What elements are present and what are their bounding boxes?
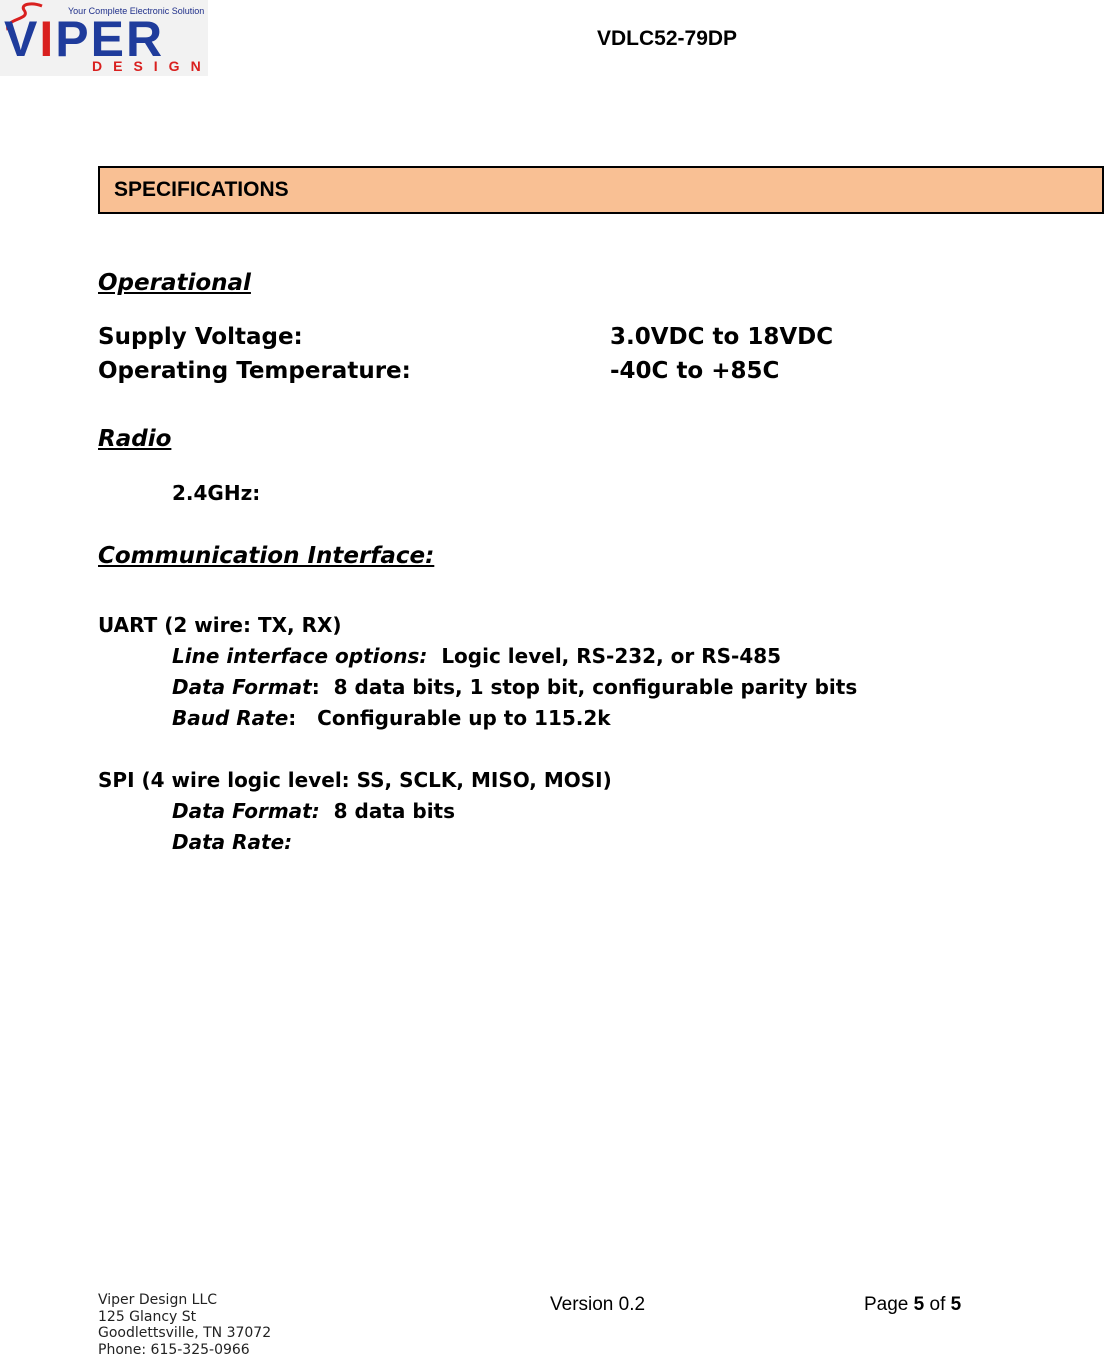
- spi-data-format-label: Data Format:: [172, 799, 320, 823]
- footer-address: [98, 1292, 271, 1358]
- page-of: of: [924, 1294, 951, 1315]
- page-total: 5: [950, 1294, 962, 1315]
- company-logo: [0, 0, 212, 76]
- uart-data-format-label: Data Format: [172, 675, 312, 699]
- uart-title: UART (2 wire: TX, RX): [98, 613, 342, 637]
- uart-baud-rate-value: : Configurable up to 115.2k: [288, 706, 611, 730]
- spi-data-rate-label: Data Rate:: [172, 830, 293, 854]
- operational-heading: Operational: [98, 270, 251, 296]
- footer-street: 125 Glancy St: [98, 1308, 197, 1325]
- spi-title: SPI (4 wire logic level: SS, SCLK, MISO, MOSI): [98, 768, 612, 792]
- footer-phone: Phone: 615-325-0966: [98, 1341, 250, 1358]
- comm-interface-heading: Communication Interface:: [98, 543, 435, 569]
- uart-line-interface-label: Line interface options:: [172, 644, 428, 668]
- supply-voltage-value: 3.0VDC to 18VDC: [610, 324, 834, 350]
- logo-wordmark: VIPER: [4, 11, 165, 67]
- footer-company: Viper Design LLC: [98, 1292, 218, 1308]
- uart-baud-rate-label: Baud Rate: [172, 706, 289, 730]
- radio-heading: Radio: [98, 426, 172, 452]
- section-title: SPECIFICATIONS: [114, 178, 289, 201]
- footer-page-number: [864, 1294, 961, 1316]
- operating-temperature-value: -40C to +85C: [610, 358, 780, 384]
- page-current: 5: [913, 1294, 925, 1315]
- operating-temperature-label: Operating Temperature:: [98, 358, 411, 384]
- page-prefix: Page: [864, 1294, 914, 1315]
- document-id: VDLC52-79DP: [597, 27, 738, 50]
- footer-city: Goodlettsville, TN 37072: [98, 1325, 272, 1341]
- uart-line-interface: [172, 644, 781, 668]
- footer-version: Version 0.2: [550, 1294, 646, 1315]
- uart-baud-rate: [172, 706, 611, 730]
- logo-subtext: DESIGN: [92, 58, 212, 74]
- spi-data-rate: [172, 830, 292, 854]
- section-header-bar: [98, 166, 1104, 214]
- radio-band: 2.4GHz:: [172, 481, 261, 505]
- uart-data-format: [172, 675, 857, 699]
- logo-tagline: Your Complete Electronic Solution: [68, 6, 205, 16]
- spi-data-format: [172, 799, 455, 823]
- supply-voltage-label: Supply Voltage:: [98, 324, 303, 350]
- spi-data-format-value: 8 data bits: [319, 799, 456, 823]
- uart-data-format-value: : 8 data bits, 1 stop bit, configurable parity bits: [311, 675, 858, 699]
- uart-line-interface-value: Logic level, RS-232, or RS-485: [427, 644, 782, 668]
